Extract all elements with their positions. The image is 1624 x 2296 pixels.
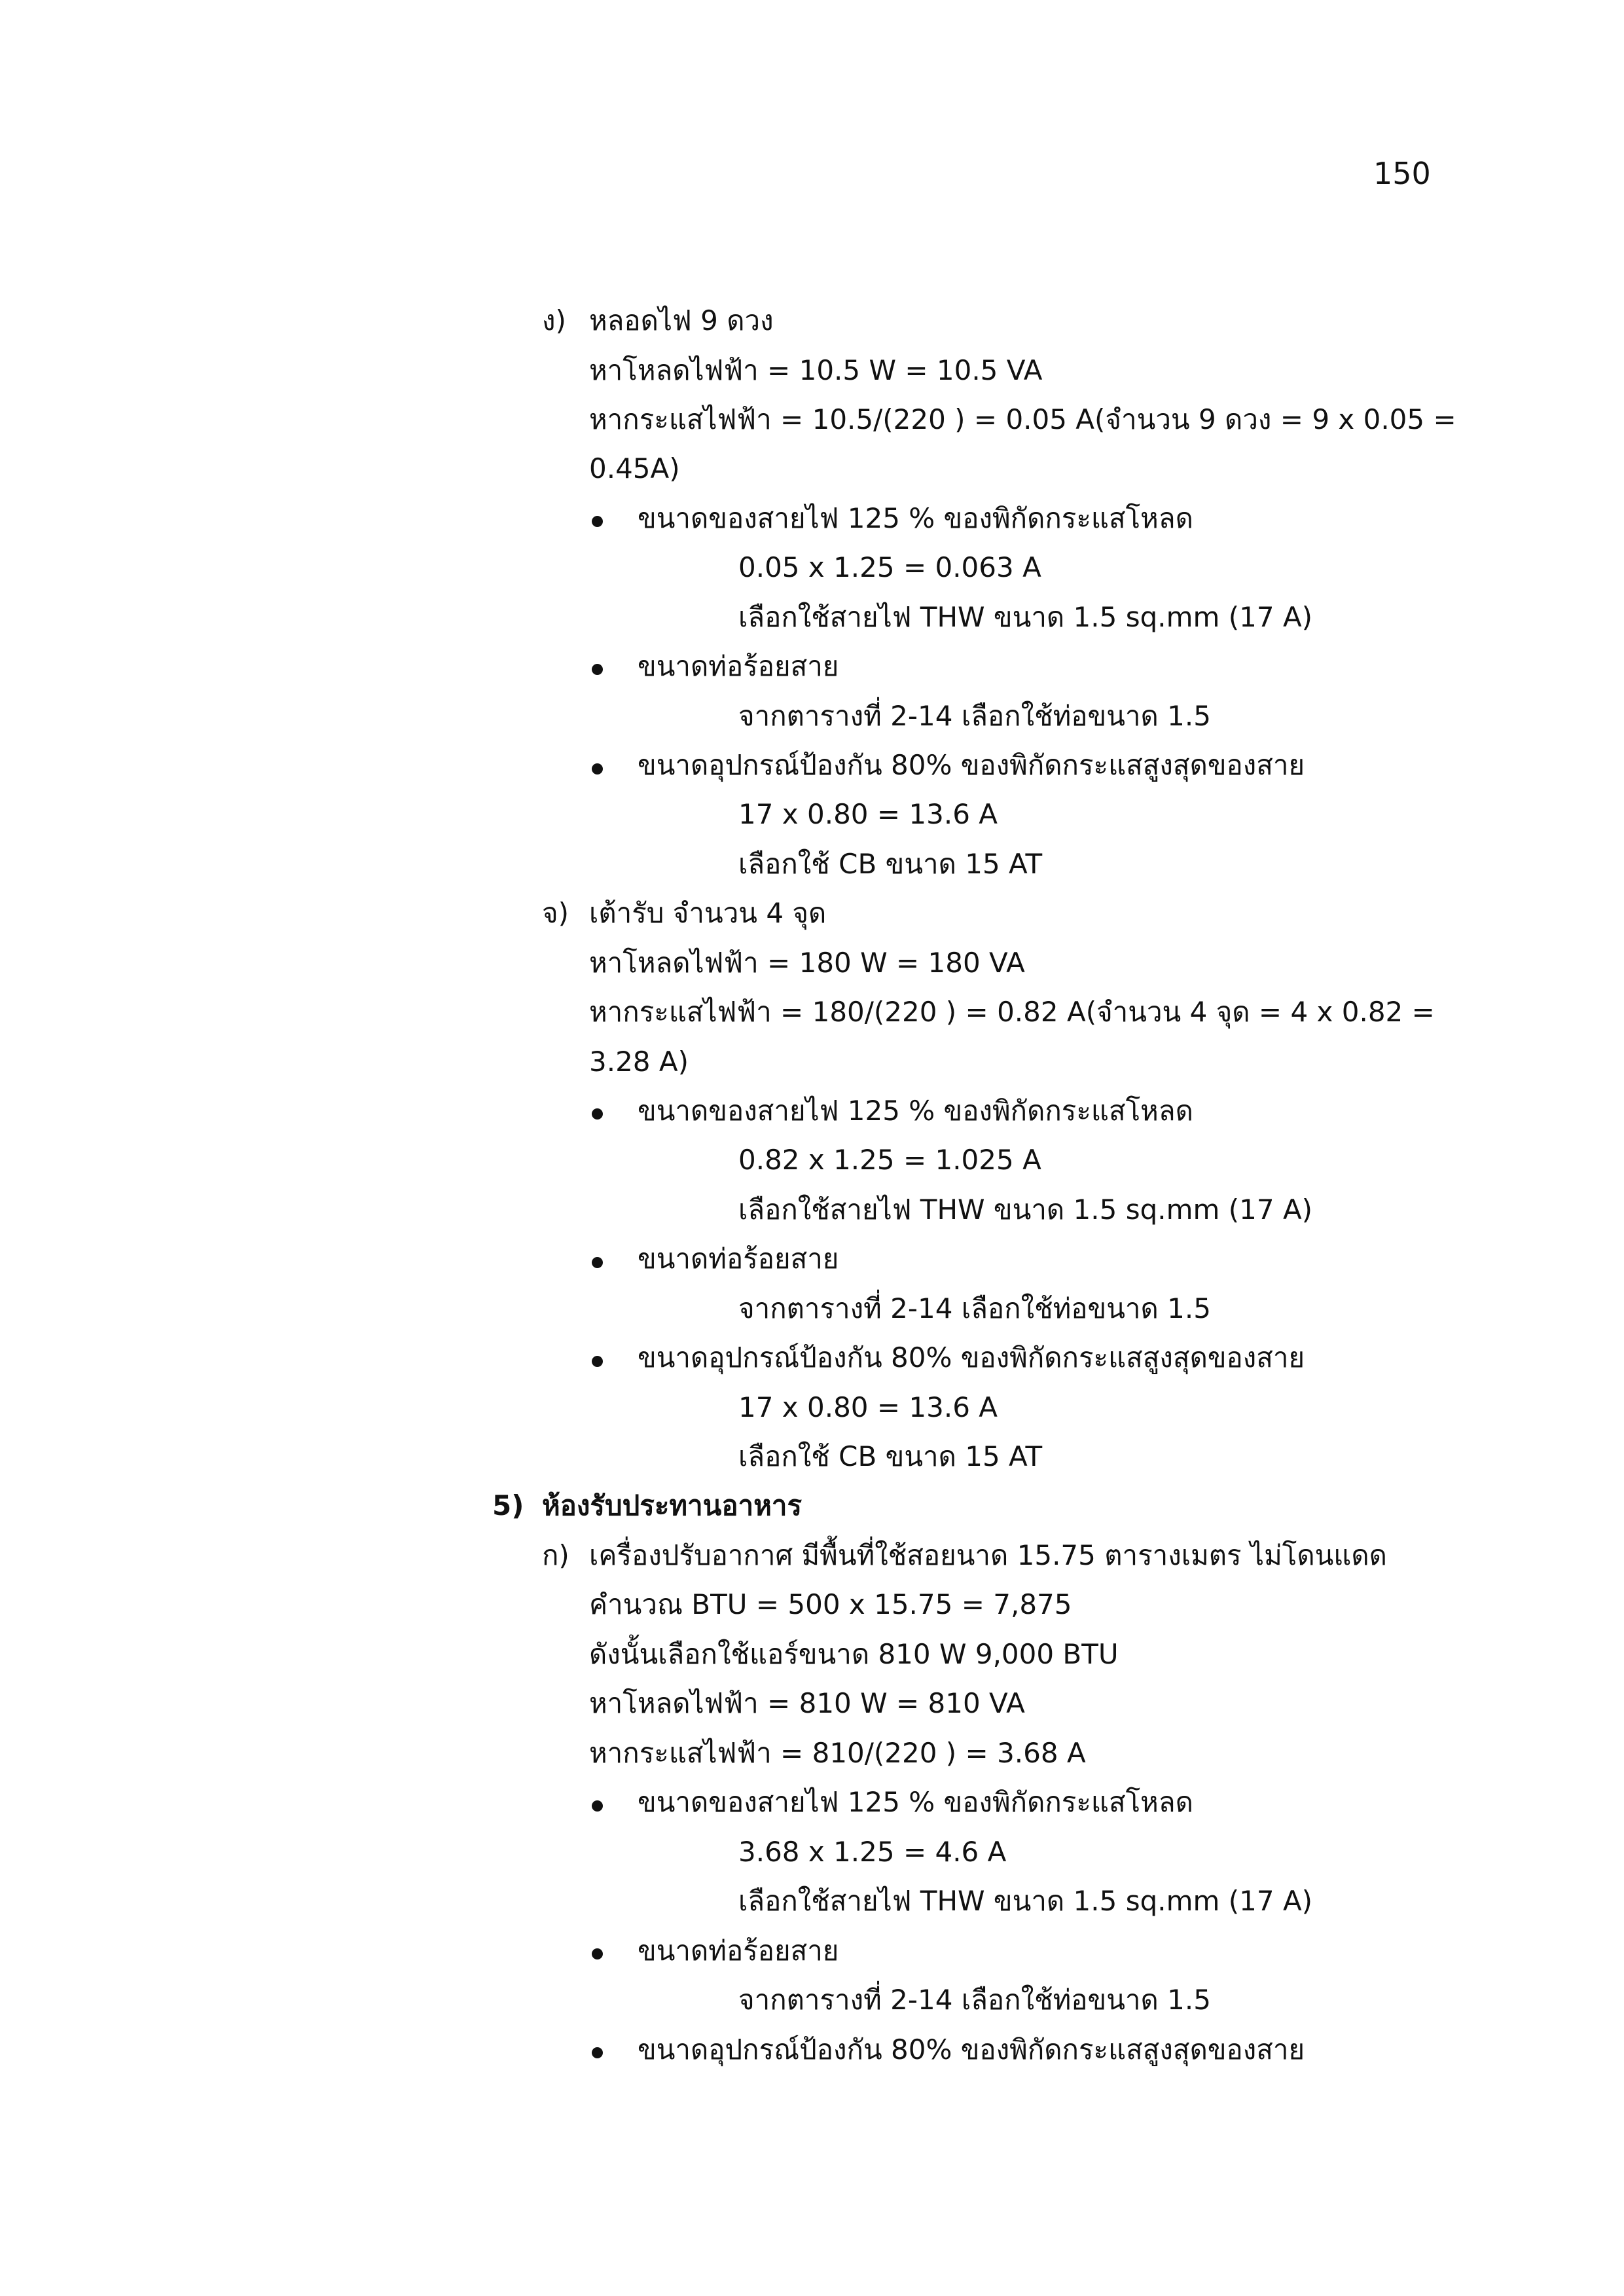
wire-title-e: ขนาดของสายไฟ 125 % ของพิกัดกระแสโหลด — [638, 1095, 1193, 1127]
protect-title-e: ขนาดอุปกรณ์ป้องกัน 80% ของพิกัดกระแสสูงสุดของสาย — [638, 1341, 1305, 1374]
protect-select-e: เลือกใช้ CB ขนาด 15 AT — [738, 1440, 1043, 1472]
item-marker-e: จ) — [542, 897, 569, 929]
current-text-d: หากระแสไฟฟ้า = 10.5/(220 ) = 0.05 A — [589, 403, 1095, 435]
bullet — [592, 516, 603, 527]
bullet — [592, 2047, 603, 2058]
item-title-d: หลอดไฟ 9 ดวง — [589, 304, 774, 337]
item-marker-d: ง) — [542, 304, 566, 337]
item-title-e: เต้ารับ จำนวน 4 จุด — [589, 897, 827, 929]
item-marker-a: ก) — [542, 1539, 569, 1571]
bullet — [592, 664, 603, 675]
wire-calc-a: 3.68 x 1.25 = 4.6 A — [738, 1836, 1007, 1868]
bullet — [592, 1356, 603, 1367]
bullet — [592, 1108, 603, 1120]
bullet — [592, 1257, 603, 1268]
conduit-title-e: ขนาดท่อร้อยสาย — [638, 1243, 839, 1275]
section-marker: 5) — [492, 1489, 524, 1522]
wire-calc-d: 0.05 x 1.25 = 0.063 A — [738, 551, 1041, 583]
protect-title-d: ขนาดอุปกรณ์ป้องกัน 80% ของพิกัดกระแสสูงสุดของสาย — [638, 749, 1305, 781]
wire-title-d: ขนาดของสายไฟ 125 % ของพิกัดกระแสโหลด — [638, 502, 1193, 534]
count-text-d: (จำนวน 9 ดวง = 9 x 0.05 = — [1094, 403, 1456, 435]
choose-line-a: ดังนั้นเลือกใช้แอร์ขนาด 810 W 9,000 BTU — [589, 1638, 1119, 1670]
current-line-d — [589, 403, 1456, 437]
section-heading: ห้องรับประทานอาหาร — [542, 1489, 803, 1522]
current-line-a: หากระแสไฟฟ้า = 810/(220 ) = 3.68 A — [589, 1737, 1086, 1769]
item-title-a: เครื่องปรับอากาศ มีพื้นที่ใช้สอยนาด 15.75 ตารางเมตร ไม่โดนแดด — [589, 1539, 1387, 1571]
load-line-a: หาโหลดไฟฟ้า = 810 W = 810 VA — [589, 1687, 1025, 1719]
wire-calc-e: 0.82 x 1.25 = 1.025 A — [738, 1144, 1041, 1176]
bullet — [592, 1800, 603, 1812]
load-line-e: หาโหลดไฟฟ้า = 180 W = 180 VA — [589, 947, 1025, 979]
bullet — [592, 1948, 603, 1959]
wire-title-a: ขนาดของสายไฟ 125 % ของพิกัดกระแสโหลด — [638, 1786, 1193, 1818]
conduit-select-e: จากตารางที่ 2-14 เลือกใช้ท่อขนาด 1.5 — [738, 1292, 1211, 1324]
page-number: 150 — [1373, 156, 1431, 191]
load-line-d: หาโหลดไฟฟ้า = 10.5 W = 10.5 VA — [589, 354, 1043, 386]
current-text-e: หากระแสไฟฟ้า = 180/(220 ) = 0.82 A — [589, 996, 1086, 1028]
current-cont-e: 3.28 A) — [589, 1046, 689, 1078]
conduit-title-d: ขนาดท่อร้อยสาย — [638, 650, 839, 682]
wire-select-d: เลือกใช้สายไฟ THW ขนาด 1.5 sq.mm (17 A) — [738, 601, 1313, 633]
conduit-title-a: ขนาดท่อร้อยสาย — [638, 1935, 839, 1967]
protect-select-d: เลือกใช้ CB ขนาด 15 AT — [738, 848, 1043, 880]
current-line-e — [589, 995, 1435, 1029]
conduit-select-d: จากตารางที่ 2-14 เลือกใช้ท่อขนาด 1.5 — [738, 700, 1211, 732]
protect-calc-e: 17 x 0.80 = 13.6 A — [738, 1391, 998, 1423]
current-cont-d: 0.45A) — [589, 452, 680, 484]
bullet — [592, 763, 603, 774]
protect-calc-d: 17 x 0.80 = 13.6 A — [738, 798, 998, 830]
btu-line-a: คำนวณ BTU = 500 x 15.75 = 7,875 — [589, 1588, 1072, 1620]
protect-title-a: ขนาดอุปกรณ์ป้องกัน 80% ของพิกัดกระแสสูงสุดของสาย — [638, 2033, 1305, 2066]
count-text-e: (จำนวน 4 จุด = 4 x 0.82 = — [1085, 996, 1435, 1028]
wire-select-e: เลือกใช้สายไฟ THW ขนาด 1.5 sq.mm (17 A) — [738, 1194, 1313, 1226]
wire-select-a: เลือกใช้สายไฟ THW ขนาด 1.5 sq.mm (17 A) — [738, 1885, 1313, 1917]
conduit-select-a: จากตารางที่ 2-14 เลือกใช้ท่อขนาด 1.5 — [738, 1984, 1211, 2016]
